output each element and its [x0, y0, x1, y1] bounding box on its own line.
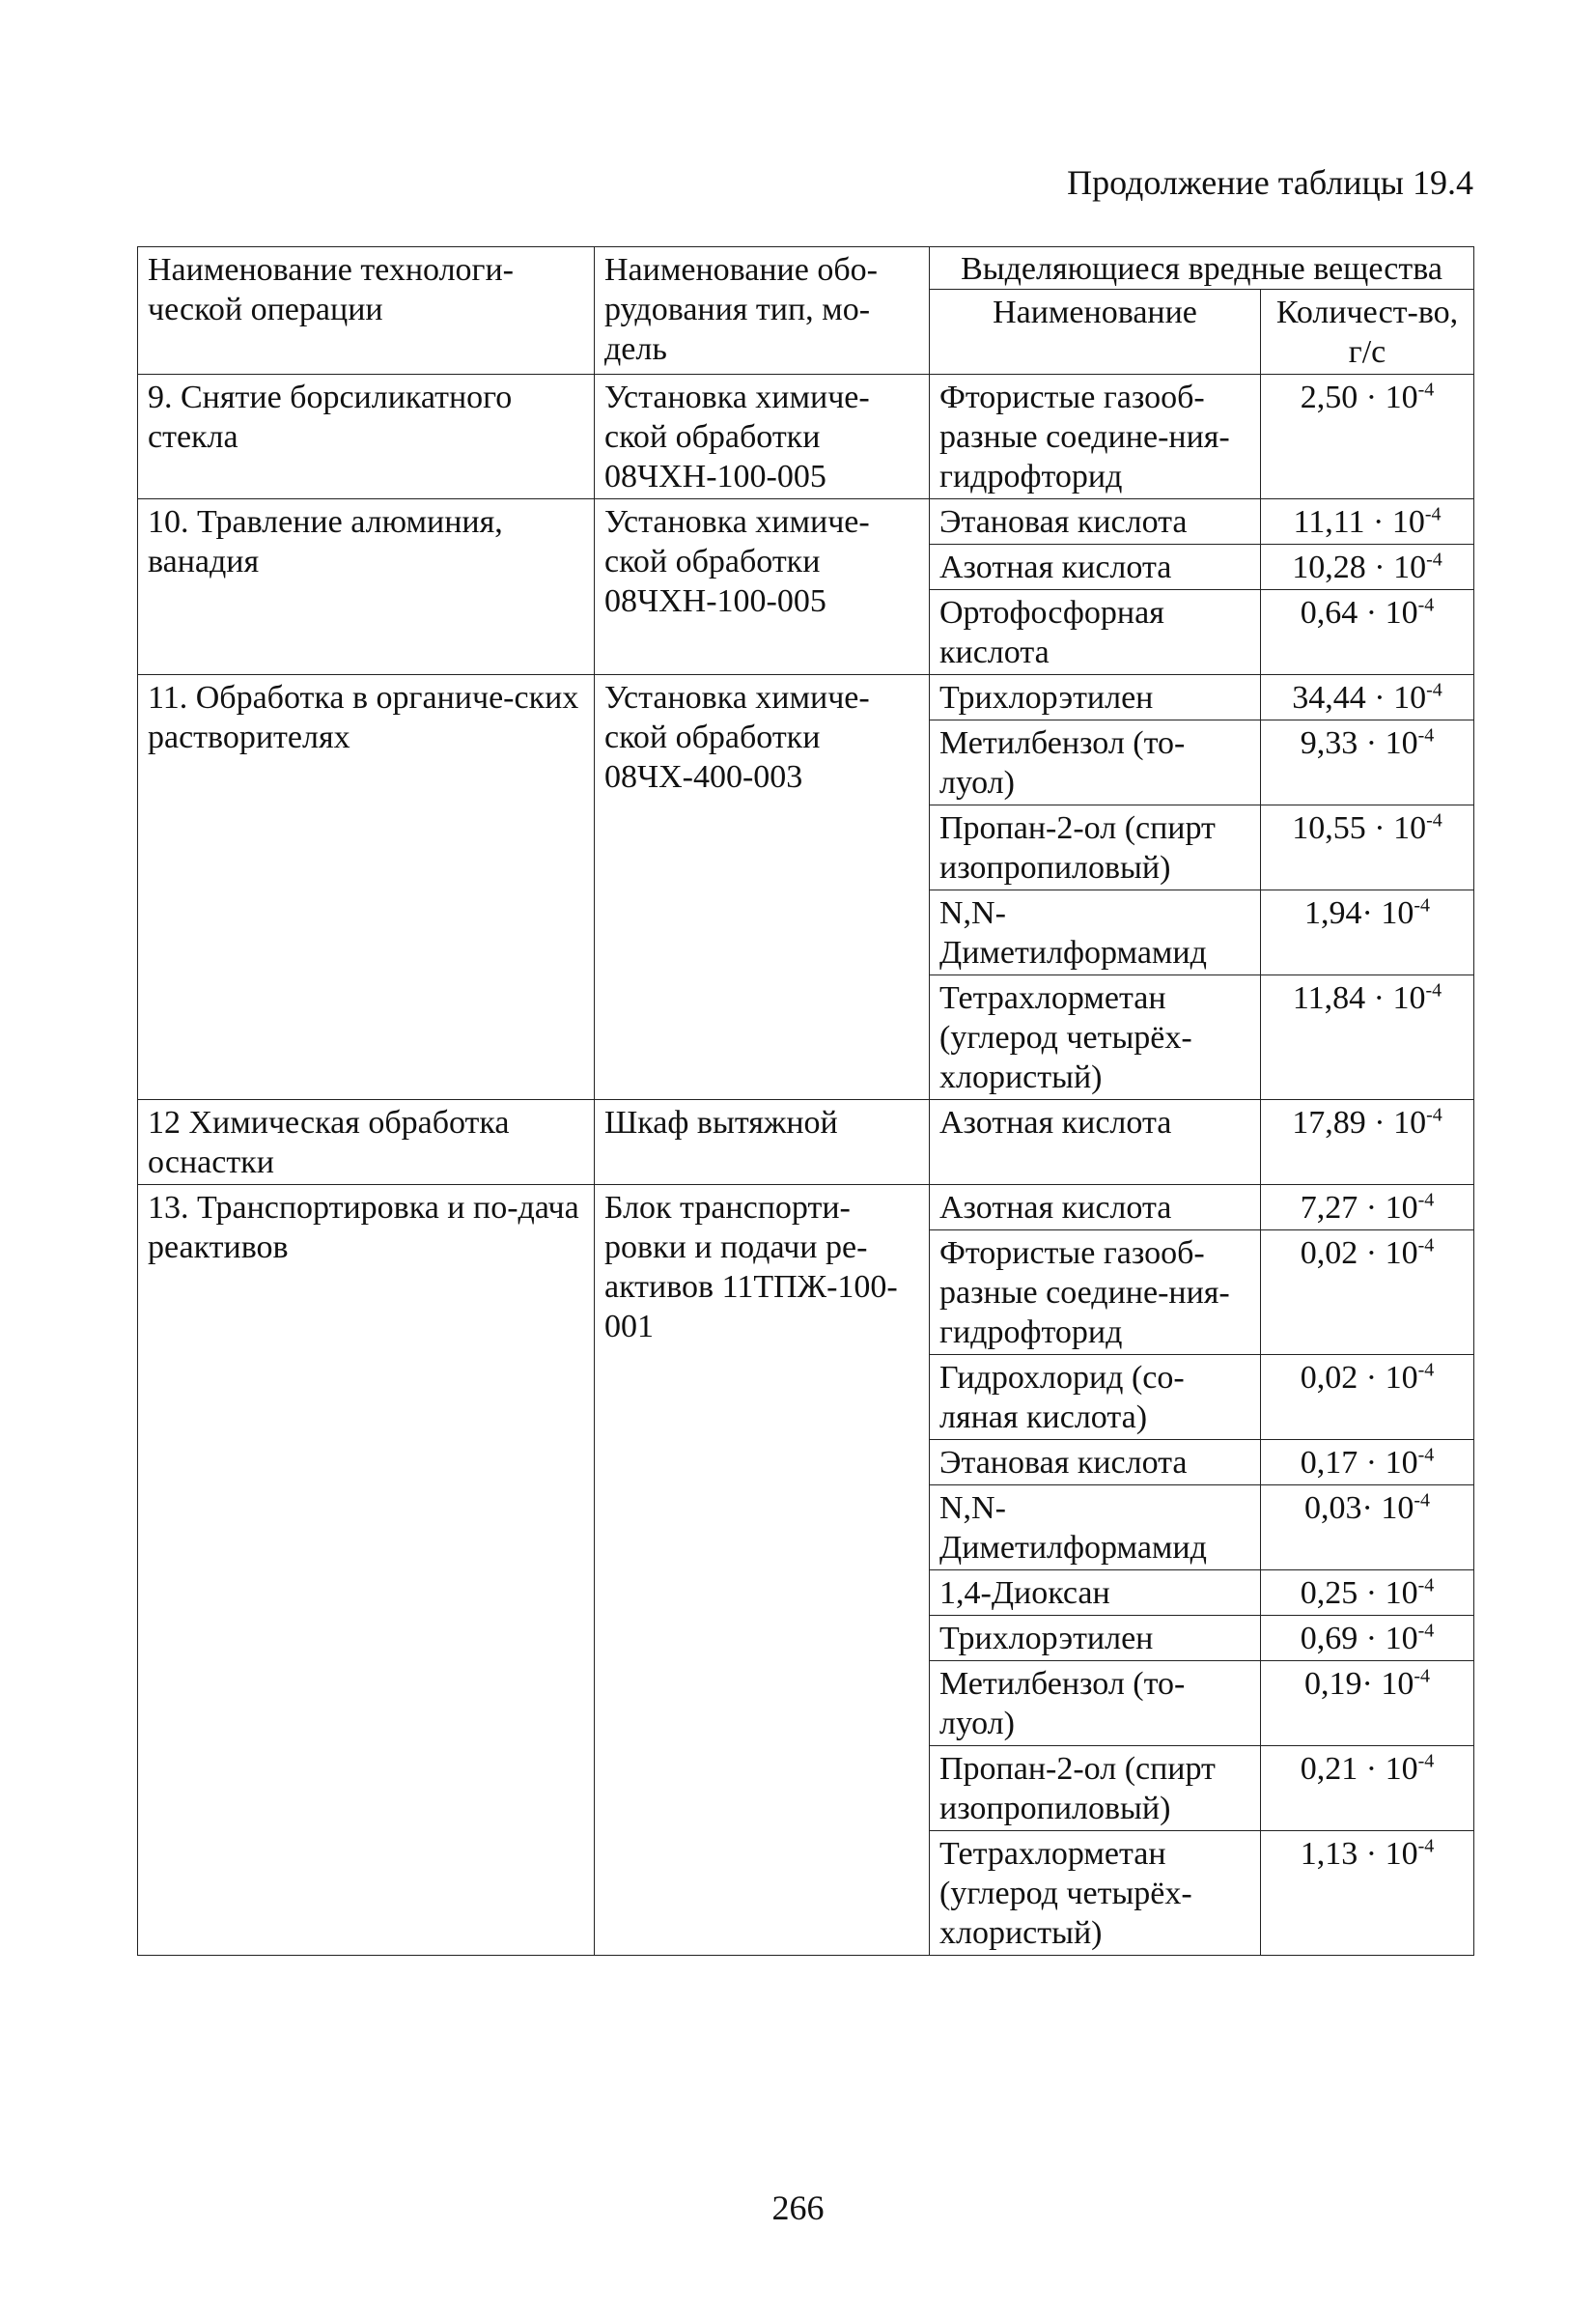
quantity-exponent: -4 — [1414, 894, 1430, 917]
quantity-base: · 10 — [1365, 980, 1426, 1016]
quantity-cell — [1261, 1616, 1474, 1661]
quantity-cell — [1261, 375, 1474, 499]
quantity-exponent: -4 — [1425, 979, 1442, 1002]
substance-name-cell: Метилбензол (то-луол) — [930, 1661, 1261, 1746]
emissions-table — [137, 246, 1474, 1956]
quantity-cell — [1261, 1661, 1474, 1746]
quantity-mantissa: 11,84 — [1292, 980, 1366, 1016]
quantity-exponent: -4 — [1417, 1444, 1435, 1466]
quantity-base: · 10 — [1361, 895, 1414, 931]
quantity-cell — [1261, 1440, 1474, 1485]
operation-cell: 10. Травление алюминия, ванадия — [138, 499, 595, 675]
quantity-base: · 10 — [1358, 1445, 1418, 1481]
quantity-cell — [1261, 1570, 1474, 1616]
quantity-exponent: -4 — [1424, 503, 1442, 525]
table-row — [138, 499, 1474, 545]
quantity-base: · 10 — [1358, 1360, 1418, 1396]
quantity-mantissa: 0,21 — [1300, 1751, 1358, 1787]
quantity-mantissa: 17,89 — [1292, 1105, 1366, 1141]
substance-name-cell: Этановая кислота — [930, 499, 1261, 545]
substance-name-cell: N,N-Диметилформамид — [930, 890, 1261, 975]
quantity-mantissa: 1,94 — [1304, 895, 1362, 931]
substance-name-cell: Этановая кислота — [930, 1440, 1261, 1485]
quantity-exponent: -4 — [1426, 1104, 1442, 1126]
table-header — [138, 247, 1474, 375]
quantity-cell — [1261, 975, 1474, 1100]
quantity-cell — [1261, 545, 1474, 590]
quantity-base: · 10 — [1358, 1836, 1418, 1872]
substance-name-cell: Тетрахлорметан (углерод четырёх-хлористый) — [930, 1831, 1261, 1956]
quantity-mantissa: 0,64 — [1300, 595, 1358, 631]
quantity-exponent: -4 — [1417, 724, 1435, 747]
quantity-exponent: -4 — [1417, 1359, 1435, 1381]
quantity-base: · 10 — [1365, 1105, 1427, 1141]
quantity-mantissa: 7,27 — [1300, 1190, 1358, 1226]
quantity-base: · 10 — [1364, 504, 1425, 540]
quantity-mantissa: 2,50 — [1300, 380, 1358, 415]
equipment-cell: Шкаф вытяжной — [595, 1100, 930, 1185]
quantity-cell — [1261, 1230, 1474, 1355]
quantity-base: · 10 — [1358, 380, 1418, 415]
quantity-base: · 10 — [1365, 810, 1427, 846]
substance-name-cell: Ортофосфорная кислота — [930, 590, 1261, 675]
quantity-cell — [1261, 805, 1474, 890]
quantity-cell — [1261, 720, 1474, 805]
quantity-cell — [1261, 1485, 1474, 1570]
substance-name-cell: Трихлорэтилен — [930, 675, 1261, 720]
table-row — [138, 375, 1474, 499]
quantity-base: · 10 — [1358, 1751, 1418, 1787]
substance-name-cell: 1,4-Диоксан — [930, 1570, 1261, 1616]
operation-cell: 12 Химическая обработка оснастки — [138, 1100, 595, 1185]
equipment-cell: Установка химиче-ской обработки 08ЧХ-400-003 — [595, 675, 930, 1100]
quantity-base: · 10 — [1361, 1666, 1414, 1702]
table-row — [138, 1185, 1474, 1230]
quantity-exponent: -4 — [1426, 549, 1442, 571]
quantity-cell — [1261, 1100, 1474, 1185]
quantity-exponent: -4 — [1417, 594, 1435, 616]
table-caption: Продолжение таблицы 19.4 — [1067, 163, 1473, 202]
quantity-cell — [1261, 1746, 1474, 1831]
quantity-mantissa: 0,69 — [1300, 1621, 1358, 1656]
quantity-base: · 10 — [1358, 1621, 1418, 1656]
quantity-mantissa: 0,25 — [1300, 1575, 1358, 1611]
quantity-exponent: -4 — [1417, 1620, 1435, 1642]
quantity-exponent: -4 — [1414, 1665, 1430, 1687]
quantity-cell — [1261, 1355, 1474, 1440]
substance-name-cell: Пропан-2-ол (спирт изопропиловый) — [930, 1746, 1261, 1831]
substance-name-cell: Гидрохлорид (со-ляная кислота) — [930, 1355, 1261, 1440]
operation-cell: 11. Обработка в органиче-ских растворителях — [138, 675, 595, 1100]
quantity-base: · 10 — [1361, 1490, 1414, 1526]
quantity-mantissa: 0,19 — [1304, 1666, 1362, 1702]
equipment-cell: Блок транспорти-ровки и подачи ре-активов 11ТПЖ-100-001 — [595, 1185, 930, 1956]
quantity-exponent: -4 — [1426, 679, 1442, 701]
substance-name-cell: Фтористые газооб-разные соедине-ния-гидрофторид — [930, 1230, 1261, 1355]
substance-name-cell: Азотная кислота — [930, 1185, 1261, 1230]
substance-name-cell: Метилбензол (то-луол) — [930, 720, 1261, 805]
quantity-mantissa: 0,03 — [1304, 1490, 1362, 1526]
quantity-cell — [1261, 499, 1474, 545]
substance-name-cell: Тетрахлорметан (углерод четырёх-хлористый) — [930, 975, 1261, 1100]
table-row — [138, 675, 1474, 720]
quantity-mantissa: 0,02 — [1300, 1360, 1358, 1396]
quantity-base: · 10 — [1358, 1190, 1418, 1226]
operation-cell: 13. Транспортировка и по-дача реактивов — [138, 1185, 595, 1956]
substance-name-cell: Трихлорэтилен — [930, 1616, 1261, 1661]
header-operation: Наименование технологи-ческой операции — [138, 247, 595, 375]
quantity-exponent: -4 — [1417, 1234, 1435, 1257]
quantity-exponent: -4 — [1426, 809, 1442, 832]
quantity-base: · 10 — [1358, 595, 1418, 631]
quantity-cell — [1261, 890, 1474, 975]
quantity-base: · 10 — [1365, 550, 1427, 585]
quantity-base: · 10 — [1358, 725, 1418, 761]
quantity-mantissa: 1,13 — [1300, 1836, 1358, 1872]
equipment-cell: Установка химиче-ской обработки 08ЧХН-100-005 — [595, 375, 930, 499]
quantity-cell — [1261, 1185, 1474, 1230]
quantity-mantissa: 9,33 — [1300, 725, 1358, 761]
quantity-cell — [1261, 675, 1474, 720]
substance-name-cell: Азотная кислота — [930, 1100, 1261, 1185]
substance-name-cell: Пропан-2-ол (спирт изопропиловый) — [930, 805, 1261, 890]
header-equipment: Наименование обо-рудования тип, мо-дель — [595, 247, 930, 375]
quantity-mantissa: 10,55 — [1292, 810, 1366, 846]
quantity-mantissa: 10,28 — [1292, 550, 1366, 585]
page-number: 266 — [771, 2189, 825, 2227]
quantity-mantissa: 0,02 — [1300, 1235, 1358, 1271]
header-substance-name: Наименование — [930, 290, 1261, 375]
quantity-mantissa: 11,11 — [1293, 504, 1365, 540]
substance-name-cell: N,N-Диметилформамид — [930, 1485, 1261, 1570]
quantity-exponent: -4 — [1417, 379, 1435, 401]
header-quantity: Количест-во, г/с — [1261, 290, 1474, 375]
quantity-base: · 10 — [1358, 1235, 1418, 1271]
quantity-exponent: -4 — [1414, 1489, 1430, 1511]
quantity-exponent: -4 — [1417, 1835, 1435, 1857]
quantity-exponent: -4 — [1417, 1189, 1435, 1211]
operation-cell: 9. Снятие борсиликатного стекла — [138, 375, 595, 499]
quantity-mantissa: 0,17 — [1300, 1445, 1358, 1481]
quantity-exponent: -4 — [1417, 1574, 1435, 1596]
quantity-cell — [1261, 590, 1474, 675]
quantity-base: · 10 — [1358, 1575, 1418, 1611]
equipment-cell: Установка химиче-ской обработки 08ЧХН-100-005 — [595, 499, 930, 675]
header-substances-group: Выделяющиеся вредные вещества — [930, 247, 1474, 290]
quantity-base: · 10 — [1365, 680, 1427, 716]
table-row — [138, 1100, 1474, 1185]
quantity-cell — [1261, 1831, 1474, 1956]
table-body — [138, 375, 1474, 1956]
substance-name-cell: Фтористые газооб-разные соедине-ния-гидрофторид — [930, 375, 1261, 499]
quantity-exponent: -4 — [1417, 1750, 1435, 1772]
quantity-mantissa: 34,44 — [1292, 680, 1366, 716]
substance-name-cell: Азотная кислота — [930, 545, 1261, 590]
